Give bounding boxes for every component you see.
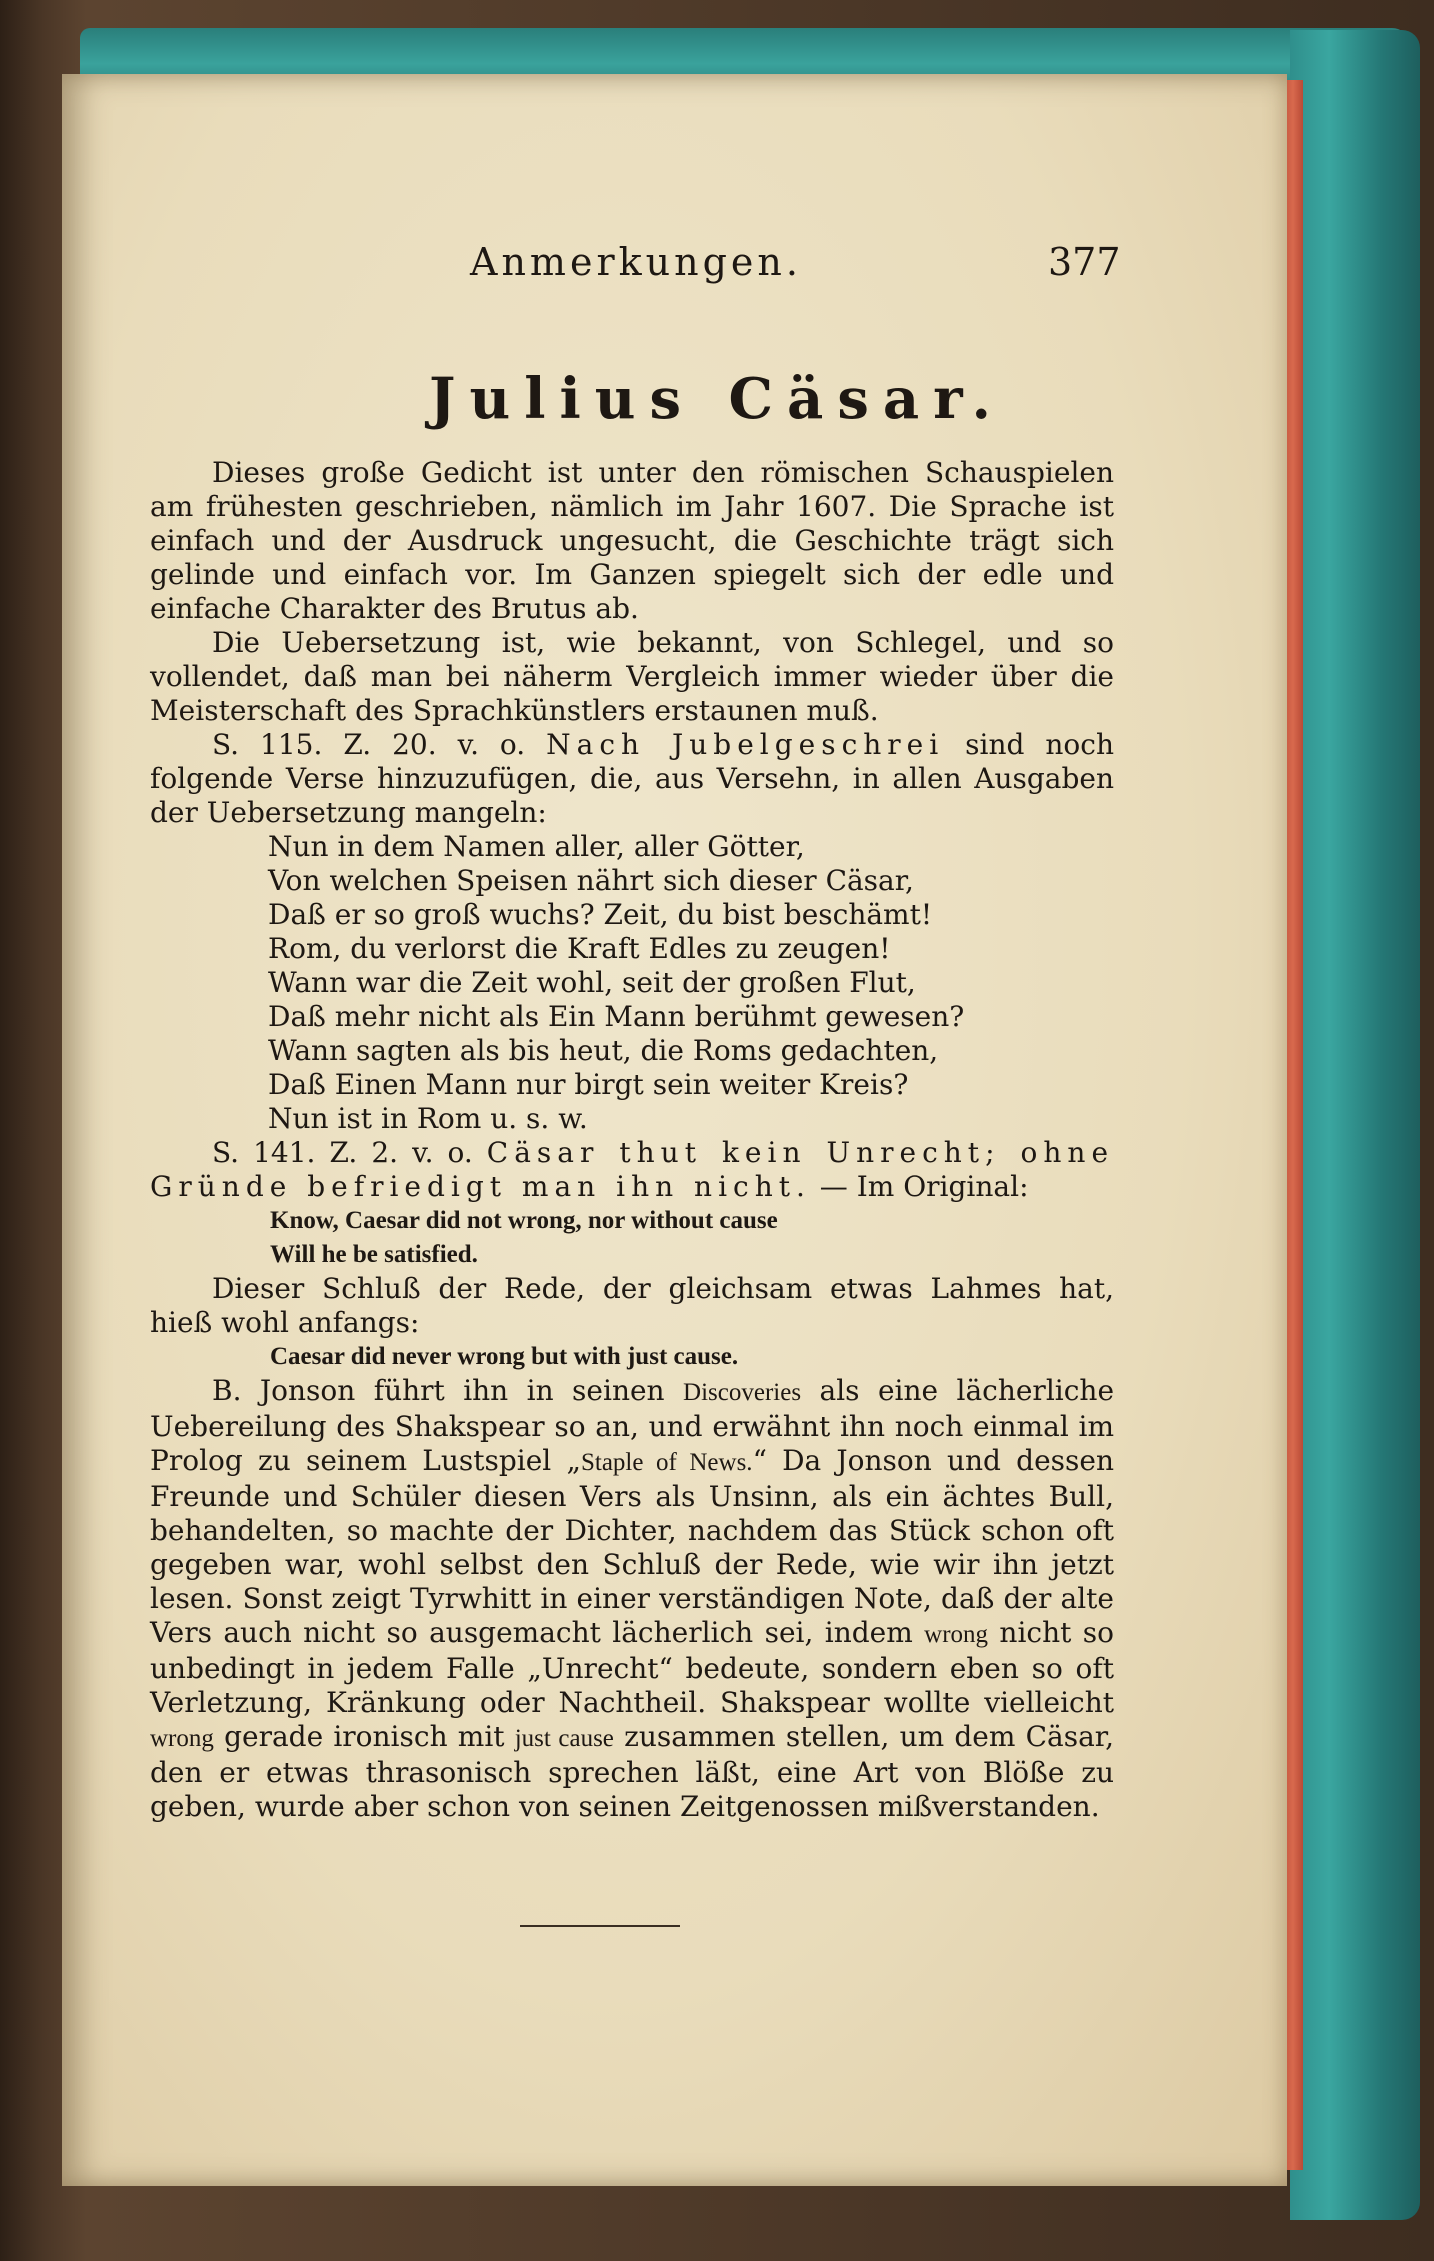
paragraph-translation: Die Uebersetzung ist, wie bekannt, von Schlegel, und so vollendet, daß man bei näherm Vergleich immer wieder über die Meisterschaft des Sprachkünstlers erstaunen muß.	[150, 626, 1114, 727]
note-text: als eine lächerliche Uebereilung des Shakspear so an, und erwähnt ihn noch einmal im Prolog zu seinem Lustspiel „	[150, 1374, 1115, 1477]
page-reference: S. 115. Z. 20. v. o.	[212, 728, 526, 761]
verse-line: Daß mehr nicht als Ein Mann berühmt gewesen?	[268, 1000, 965, 1033]
roman-term: Staple of News.	[580, 1449, 753, 1476]
page-body	[150, 456, 1114, 1824]
note-text: sind noch folgende Verse hinzuzufügen, die, aus Versehn, in allen Ausgaben der Uebersetzung mangeln:	[150, 728, 1115, 829]
end-rule	[520, 1925, 680, 1927]
page-number: 377	[1048, 240, 1121, 284]
verse-line: Wann sagten als bis heut, die Roms gedachten,	[268, 1034, 939, 1067]
verse-line: Wann war die Zeit wohl, seit der großen Flut,	[268, 966, 916, 999]
verse-line: Daß Einen Mann nur birgt sein weiter Kreis?	[268, 1068, 909, 1101]
roman-term: just cause	[514, 1725, 614, 1752]
note-text: nicht so unbedingt in jedem Falle „Unrecht“ bedeute, sondern eben so oft Verletzung, Kränkung oder Nachtheil. Shakspear wollte vielleicht	[150, 1616, 1114, 1719]
roman-term: Discoveries	[683, 1379, 802, 1406]
paragraph-note-115	[150, 728, 1114, 830]
verse-block	[268, 830, 1114, 1136]
english-quote	[270, 1204, 1114, 1272]
paragraph-note-141	[150, 1136, 1114, 1204]
note-text: gerade ironisch mit	[224, 1720, 505, 1753]
roman-term: wrong	[924, 1621, 989, 1648]
paragraph-intro: Dieses große Gedicht ist unter den römischen Schauspielen am frühesten geschrieben, nämlich im Jahr 1607. Die Sprache ist einfach und der Ausdruck ungesucht, die Geschichte trägt sich gelinde und einfach vor. Im Ganzen spiegelt sich der edle und einfache Charakter des Brutus ab.	[150, 456, 1114, 625]
paragraph-jonson	[150, 1374, 1114, 1824]
quote-line: Will he be satisfied.	[270, 1241, 478, 1268]
section-title: Julius Cäsar.	[428, 366, 1006, 432]
quote-line: Know, Caesar did not wrong, nor without cause	[270, 1207, 778, 1234]
note-text: — Im Original:	[819, 1170, 1029, 1203]
verse-line: Rom, du verlorst die Kraft Edles zu zeugen!	[268, 932, 891, 965]
note-text: B. Jonson führt ihn in seinen	[212, 1374, 665, 1407]
verse-line: Von welchen Speisen nährt sich dieser Cäsar,	[268, 864, 914, 897]
verse-line: Daß er so groß wuchs? Zeit, du bist beschämt!	[268, 898, 933, 931]
page-reference: S. 141. Z. 2. v. o.	[212, 1136, 473, 1169]
verse-line: Nun in dem Namen aller, aller Götter,	[268, 830, 805, 863]
emphasized-phrase: Cäsar thut kein Unrecht; ohne Gründe befriedigt man ihn nicht.	[150, 1136, 1115, 1203]
english-quote-alt: Caesar did never wrong but with just cause.	[270, 1343, 739, 1370]
roman-term: wrong	[150, 1725, 214, 1752]
book-cover-side-edge	[1290, 30, 1420, 2220]
note-text: zusammen stellen, um dem Cäsar, den er etwas thrasonisch sprechen läßt, eine Art von Blöße zu geben, wurde aber schon von seinen Zeitgenossen mißverstanden.	[150, 1720, 1114, 1823]
running-head: Anmerkungen.	[470, 240, 802, 284]
verse-line: Nun ist in Rom u. s. w.	[268, 1102, 588, 1135]
emphasized-phrase: Nach Jubelgeschrei	[546, 728, 945, 761]
note-text: “ Da Jonson und dessen Freunde und Schüler diesen Vers als Unsinn, als ein ächtes Bull, behandelten, so machte der Dichter, nachdem das Stück schon oft gegeben war, wohl selbst den Schluß der Rede, wie wir ihn jetzt lesen. Sonst zeigt Tyrwhitt in einer verständigen Note, daß der alte Vers auch nicht so ausgemacht lächerlich sei, indem	[150, 1444, 1115, 1649]
paragraph-schluss: Dieser Schluß der Rede, der gleichsam etwas Lahmes hat, hieß wohl anfangs:	[150, 1272, 1114, 1339]
